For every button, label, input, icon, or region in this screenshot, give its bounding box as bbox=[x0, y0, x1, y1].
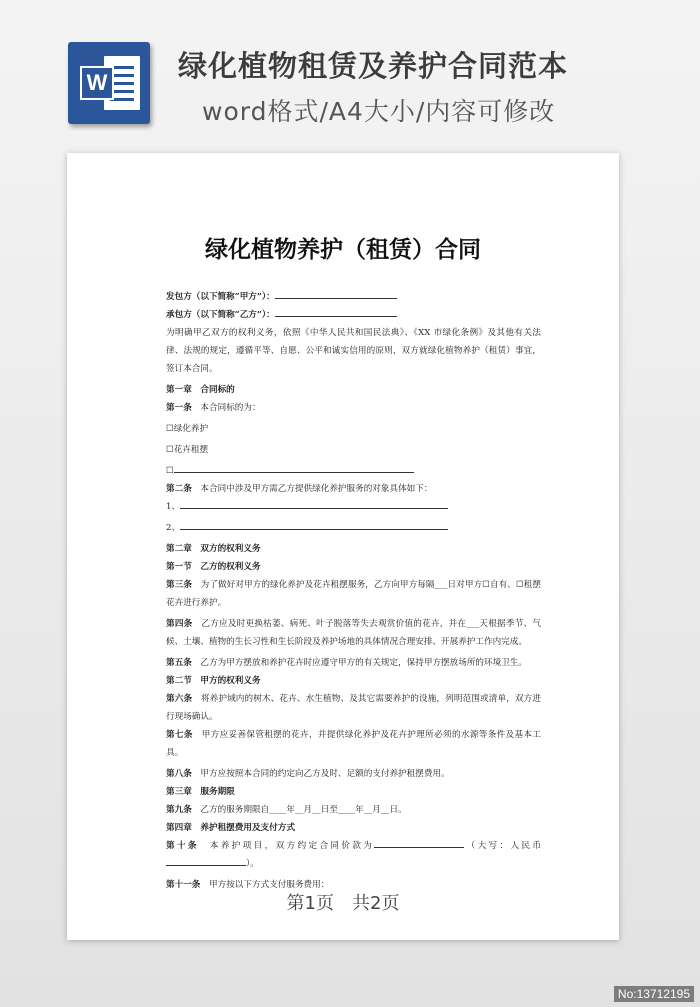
article-2: 第二条 本合同中涉及甲方需乙方提供绿化养护服务的对象具体如下： bbox=[166, 484, 433, 494]
article-6: 第六条 将养护域内的树木、花卉、水生植物、及其它需要养护的设施，列明范围或清单，双方进行现场确认。 bbox=[166, 694, 541, 722]
option-greening-maintenance: ☐绿化养护 bbox=[166, 424, 209, 434]
article-1: 第一条 本合同标的为： bbox=[166, 403, 261, 413]
article-5: 第五条 乙方为甲方摆放和养护花卉时应遵守甲方的有关规定，保持甲方摆放场所的环境卫生。 bbox=[166, 658, 527, 668]
section-1-heading: 第一节 乙方的权利义务 bbox=[166, 562, 261, 572]
article-11: 第十一条 甲方按以下方式支付服务费用： bbox=[166, 880, 330, 890]
intro-paragraph: 为明确甲乙双方的权利义务，依照《中华人民共和国民法典》、《XX 市绿化条例》及其他有关法律、法规的规定，遵循平等、自愿、公平和诚实信用的原则，双方就绿化植物养护（租赁）事宜，签订本合同。 bbox=[166, 328, 541, 374]
page-title: 绿化植物租赁及养护合同范本 bbox=[178, 49, 569, 83]
contract-body bbox=[149, 288, 541, 894]
article-7: 第七条 甲方应妥善保管租摆的花卉，并提供绿化养护及花卉护理所必须的水源等条件及基本工具。 bbox=[166, 730, 541, 758]
option-flower-rental: ☐花卉租摆 bbox=[166, 445, 209, 455]
article-3: 第三条 为了做好对甲方的绿化养护及花卉租摆服务，乙方向甲方每隔___日对甲方☐自有、☐租摆花卉进行养护。 bbox=[166, 580, 541, 608]
image-id-label: No:13712195 bbox=[614, 986, 694, 1002]
document-page bbox=[67, 153, 619, 940]
option-other: ☐ bbox=[149, 462, 541, 480]
chapter-1-heading: 第一章 合同标的 bbox=[166, 385, 235, 395]
article-8: 第八条 甲方应按照本合同的约定向乙方及时、足额的支付养护租摆费用。 bbox=[166, 769, 450, 779]
contract-title: 绿化植物养护（租赁）合同 bbox=[205, 236, 481, 263]
word-file-icon bbox=[68, 42, 150, 124]
party-b-line: 承包方（以下简称“乙方”）： bbox=[149, 306, 541, 324]
article-2-item-1: 1、 bbox=[149, 498, 541, 516]
page-subtitle: word格式/A4大小/内容可修改 bbox=[202, 97, 556, 126]
chapter-2-heading: 第二章 双方的权利义务 bbox=[166, 544, 261, 554]
article-4: 第四条 乙方应及时更换枯萎、病死、叶子脱落等失去观赏价值的花卉，并在___天根据季节、气候、土壤、植物的生长习性和生长阶段及养护场地的具体情况合理安排、开展养护工作内完成。 bbox=[166, 619, 541, 647]
article-10: 第十条 本养护项目，双方约定合同价款为 （大写：人民币）。 bbox=[149, 837, 541, 873]
party-a-line: 发包方（以下简称“甲方”）： bbox=[149, 288, 541, 306]
word-letter-badge: W bbox=[80, 66, 114, 100]
chapter-3-heading: 第三章 服务期限 bbox=[166, 787, 235, 797]
header bbox=[0, 0, 700, 150]
article-2-item-2: 2、 bbox=[149, 519, 541, 537]
article-9: 第九条 乙方的服务期限自____年__月__日至____年__月__日。 bbox=[166, 805, 407, 815]
section-2-heading: 第二节 甲方的权利义务 bbox=[166, 676, 261, 686]
chapter-4-heading: 第四章 养护租摆费用及支付方式 bbox=[166, 823, 295, 833]
page-indicator: 第1页 共2页 bbox=[286, 893, 400, 914]
